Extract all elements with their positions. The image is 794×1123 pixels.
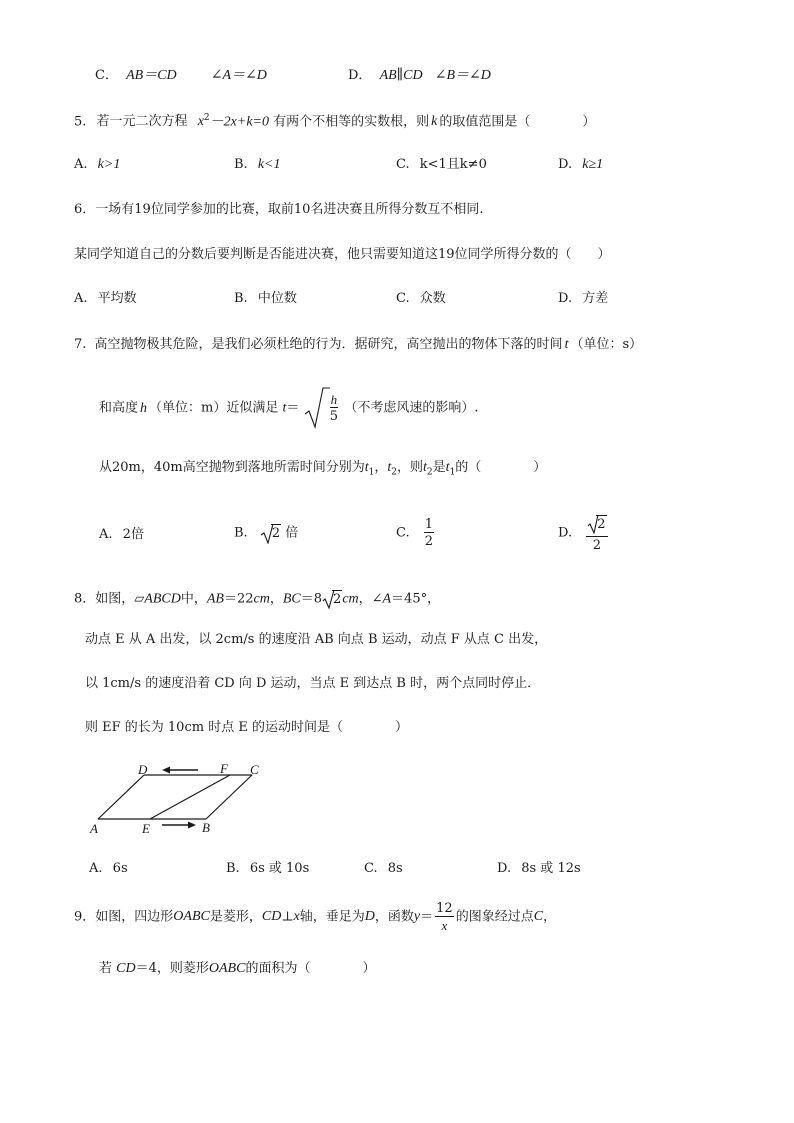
option-text: 倍 (285, 525, 299, 541)
vertex-label-a: A (90, 821, 98, 836)
point-d: D (364, 909, 375, 924)
segment-cd: CD (261, 909, 282, 924)
stem-text: 是 (432, 460, 446, 475)
stem-text: 的图象经过点 (455, 909, 534, 925)
point-label-f: F (220, 761, 228, 776)
variable-x: x (293, 909, 300, 924)
angle-a: A (382, 591, 392, 607)
condition-2: ∠A＝∠D (210, 68, 267, 83)
segment-ab: AB (206, 591, 224, 607)
q5-option-b (234, 158, 281, 172)
stem-text: ＝22 (223, 591, 254, 607)
question-number: 7. (74, 337, 87, 352)
denominator: 5 (329, 409, 339, 424)
q8-stem-line2: 动点 E 从 A 出发，以 2cm/s 的速度沿 AB 向点 B 运动，动点 F 从点 C 出发， (85, 632, 548, 647)
rhombus-name: OABC (173, 909, 210, 924)
option-label: D. (497, 861, 512, 876)
variable-t2: t (423, 460, 427, 475)
variable-y: y (413, 909, 421, 924)
q5-option-a (74, 158, 120, 172)
q4-option-d (348, 69, 491, 83)
q8-stem-line3: 以 1cm/s 的速度沿着 CD 向 D 运动，当点 E 到达点 B 时，两个点同时停止． (85, 676, 541, 691)
option-text: 6s (112, 861, 128, 876)
point-label-e: E (142, 821, 150, 836)
option-text: k<1 (257, 157, 281, 172)
variable-k: k (431, 114, 438, 130)
variable-h: h (140, 400, 148, 416)
unit-cm: cm (253, 591, 270, 607)
parallelogram-name: ABCD (144, 591, 181, 607)
q8-option-d (497, 862, 581, 875)
side-ad (98, 775, 144, 819)
q8-option-a (89, 862, 128, 875)
stem-text: ， (374, 460, 388, 475)
sqrt-fraction (304, 386, 341, 430)
stem-text: ，∠ (358, 591, 383, 607)
sqrt-expression (322, 589, 342, 609)
q8-option-b (226, 862, 309, 875)
fraction (586, 514, 607, 552)
numerator: h (330, 392, 338, 407)
stem-text: ＝4，则菱形 (135, 961, 209, 976)
stem-text: 和高度 (99, 400, 139, 416)
stem-text: 从20m，40m高空抛物到落地所需时间分别为 (99, 460, 365, 475)
condition-2: ∠B＝∠D (434, 68, 491, 83)
q6-option-c (396, 292, 446, 305)
denominator: 2 (592, 538, 602, 553)
segment-cd: CD (116, 961, 136, 976)
arrow-right-icon (162, 822, 196, 829)
option-text: k≥1 (582, 157, 604, 172)
unit-cm: cm (342, 591, 359, 607)
sqrt-expression (260, 522, 281, 544)
stem-end: 的取值范围是（ ） (439, 114, 596, 130)
option-text: 众数 (419, 291, 446, 306)
subscript: 1 (368, 467, 375, 478)
q7-option-b (234, 522, 298, 544)
stem-text: 高空抛物极其危险，是我们必须杜绝的行为．据研究，高空抛出的物体下落的时间 (94, 337, 563, 352)
variable-t1: t (445, 460, 450, 475)
stem-text: 的（ ） (455, 460, 547, 475)
equals-sign: ＝ (286, 400, 300, 416)
option-label: C. (396, 157, 410, 172)
option-text: k>1 (97, 157, 121, 172)
q6-option-a (74, 292, 137, 305)
option-label: C. (364, 861, 378, 876)
q8-stem-line1 (74, 589, 440, 609)
segment-bc: BC (282, 591, 301, 607)
subscript: 2 (391, 467, 398, 478)
fraction (435, 902, 454, 932)
option-text: 8s 或 12s (521, 861, 581, 876)
q7-stem-line2 (99, 386, 478, 430)
stem-text: （不考虑风速的影响）. (344, 400, 479, 416)
arrow-left-icon (162, 767, 198, 774)
segment-ef (150, 775, 230, 819)
q5-option-c (396, 158, 487, 171)
option-label: A. (99, 527, 113, 542)
denominator: 2 (424, 534, 434, 549)
stem-text: 若一元二次方程 (96, 114, 188, 130)
option-label: B. (226, 861, 240, 876)
q7-stem-line3 (99, 461, 546, 478)
q7-option-a (99, 528, 144, 541)
q8-stem-line4: 则 EF 的长为 10cm 时点 E 的运动时间是（ ） (85, 720, 408, 735)
option-label: A. (74, 157, 88, 172)
radicand: 2 (333, 591, 342, 607)
q6-stem-line1: 6．一场有19位同学参加的比赛，取前10名进决赛且所得分数互不相同. (74, 202, 484, 217)
stem-text: 9．如图，四边形 (74, 909, 174, 925)
numerator: 12 (436, 901, 453, 916)
option-text: 2倍 (122, 527, 144, 542)
stem-text: 是菱形， (209, 909, 262, 925)
stem-text: （单位：m）近似满足 (149, 400, 279, 416)
option-label: D. (558, 525, 573, 541)
option-label: D. (558, 157, 573, 172)
stem-text: ，函数 (374, 909, 414, 925)
q4-option-c (95, 69, 267, 83)
q6-option-d (558, 292, 608, 305)
stem-text: ＝8 (300, 591, 323, 607)
option-label: B. (234, 525, 248, 541)
vertex-label-d: D (138, 762, 148, 777)
numerator (586, 514, 607, 537)
equation-x: x (197, 114, 204, 130)
vertex-label-b: B (202, 820, 210, 835)
stem-text: 8．如图，▱ (74, 591, 145, 607)
option-label: B. (234, 291, 248, 306)
stem-text: 中， (180, 591, 207, 607)
option-label: D. (558, 291, 573, 306)
stem-text: （单位：s） (570, 337, 643, 352)
denominator: x (441, 918, 448, 933)
q8-parallelogram-figure (86, 757, 276, 837)
variable-t: t (564, 337, 569, 352)
option-label: A. (74, 291, 88, 306)
option-label: B. (234, 157, 248, 172)
stem-text: 轴，垂足为 (299, 909, 365, 925)
stem-text: ＝45°， (391, 591, 441, 607)
vertex-label-c: C (250, 762, 259, 777)
option-label: D． (348, 68, 372, 83)
option-text: 方差 (582, 291, 609, 306)
radicand: 2 (597, 516, 606, 532)
option-label: C． (95, 68, 118, 83)
perpendicular-sign: ⊥ (281, 909, 294, 925)
subscript: 1 (449, 467, 456, 478)
condition-1: AB＝CD (126, 68, 177, 83)
option-text: 平均数 (97, 291, 137, 306)
q6-option-b (234, 292, 297, 305)
option-label: C. (396, 291, 410, 306)
variable-t1: t (364, 460, 369, 475)
q7-stem-line1 (74, 338, 642, 352)
subscript: 2 (426, 467, 433, 478)
q7-option-d (558, 514, 610, 552)
option-text: 8s (387, 861, 403, 876)
question-number: 5. (74, 114, 87, 130)
stem-text: ， (543, 909, 557, 925)
point-c: C (533, 909, 544, 924)
equals-sign: ＝ (420, 909, 434, 925)
fraction (424, 518, 434, 548)
option-label: C. (396, 525, 410, 541)
q7-option-c (396, 518, 436, 548)
stem-text: 的面积为（ ） (245, 961, 376, 976)
q8-option-c (364, 862, 403, 875)
q5-option-d (558, 158, 603, 172)
q9-stem-line2 (99, 962, 375, 976)
radicand: 2 (271, 525, 281, 541)
q5-stem (74, 114, 595, 129)
numerator: 1 (424, 517, 434, 532)
stem-text: 有两个不相等的实数根，则 (273, 114, 430, 130)
option-label: A. (89, 861, 103, 876)
equation-exponent: 2 (203, 113, 210, 123)
option-text: k<1且k≠0 (419, 157, 487, 172)
variable-t: t (282, 400, 287, 416)
stem-text: ， (269, 591, 283, 607)
stem-text: 若 (99, 961, 113, 976)
radical-sign-icon (304, 386, 330, 430)
rhombus-name: OABC (208, 961, 246, 976)
fraction (330, 393, 339, 423)
stem-text: ，则 (397, 460, 424, 475)
q9-stem-line1 (74, 902, 556, 932)
option-text: 中位数 (257, 291, 297, 306)
q6-stem-line2: 某同学知道自己的分数后要判断是否能进决赛，他只需要知道这19位同学所得分数的（ ） (74, 247, 611, 262)
side-bc (206, 775, 252, 819)
equation-rest: －2x+k=0 (209, 114, 269, 130)
option-text: 6s 或 10s (249, 861, 310, 876)
variable-t2: t (387, 460, 392, 475)
condition-1: AB∥CD (379, 68, 423, 83)
